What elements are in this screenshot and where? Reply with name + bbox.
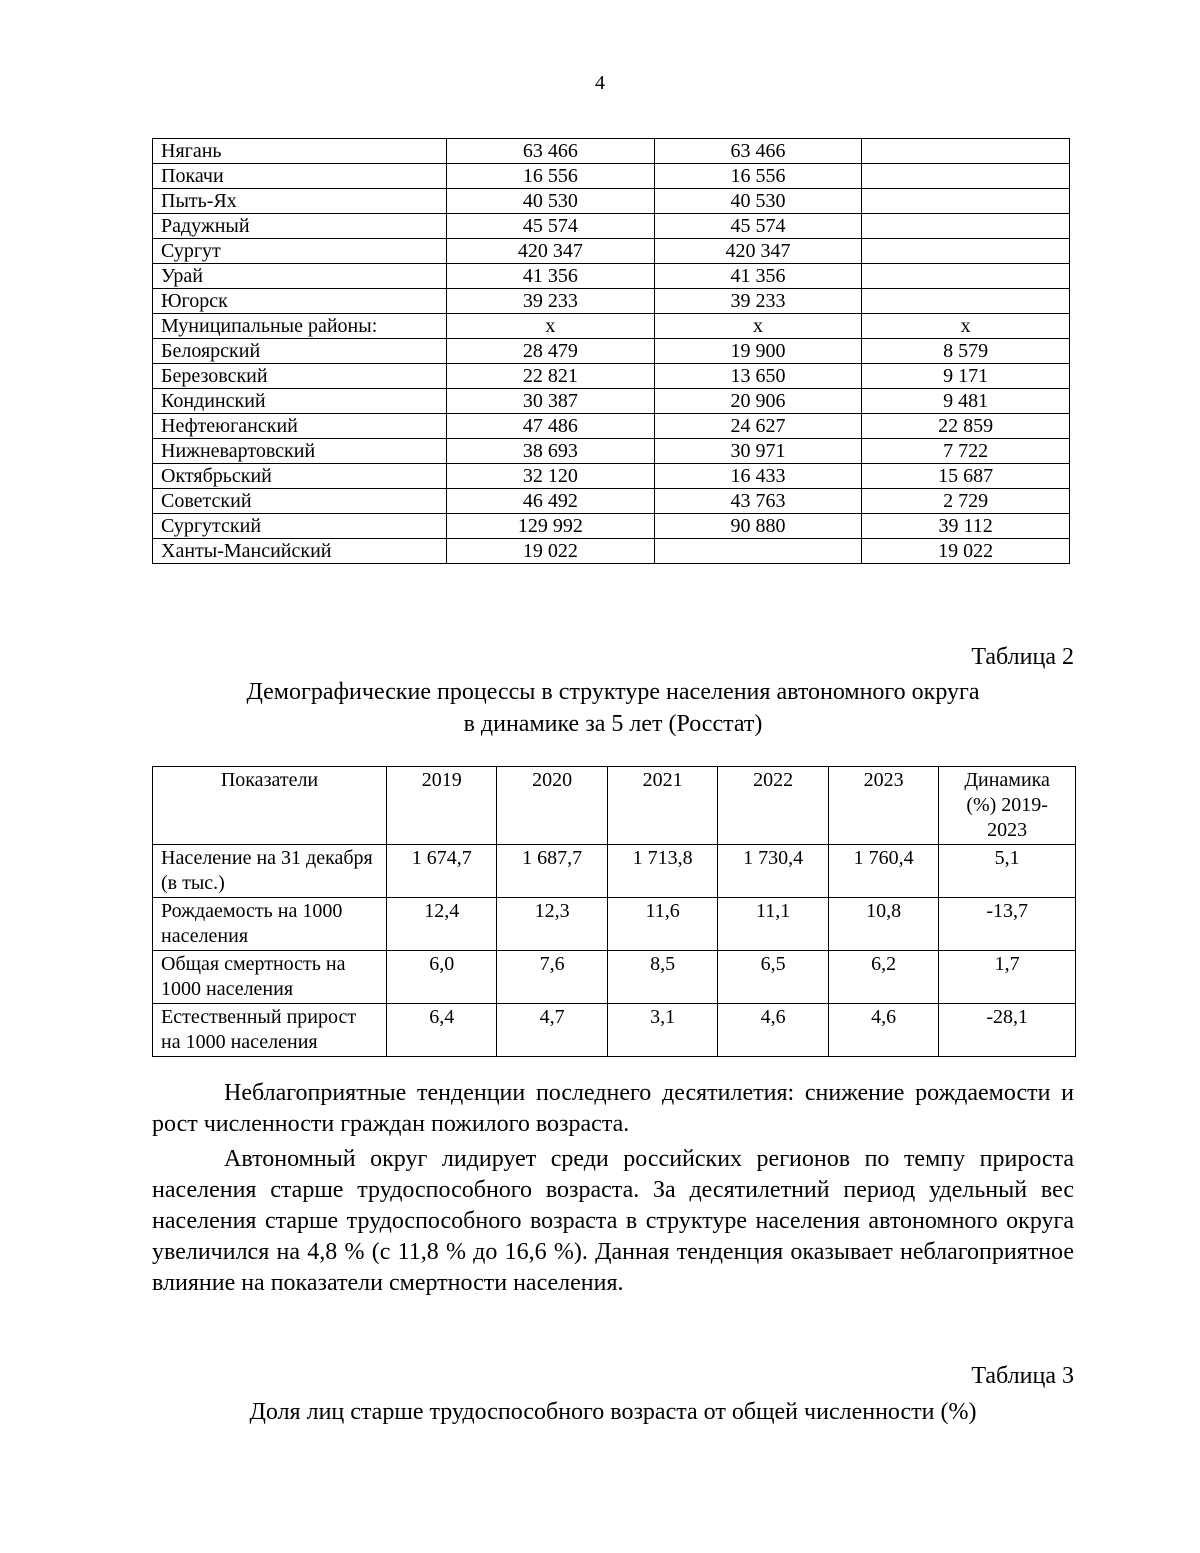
table-row	[153, 845, 1076, 898]
row-name-cell: Кондинский	[153, 389, 447, 414]
table-row	[153, 264, 1070, 289]
value-cell	[862, 264, 1070, 289]
demographic-table	[152, 766, 1076, 1057]
table2-title	[152, 676, 1074, 740]
table2-title-line2: в динамике за 5 лет (Росстат)	[463, 711, 763, 737]
value-cell: 39 233	[654, 289, 862, 314]
value-cell: 1 760,4	[828, 845, 938, 898]
value-cell: х	[446, 314, 654, 339]
header-2022: 2022	[718, 767, 828, 845]
table-row	[153, 314, 1070, 339]
value-cell: 11,6	[607, 898, 717, 951]
indicator-cell: Естественный прирост на 1000 населения	[153, 1004, 387, 1057]
table-row	[153, 489, 1070, 514]
value-cell	[862, 139, 1070, 164]
row-name-cell: Муниципальные районы:	[153, 314, 447, 339]
table-row	[153, 139, 1070, 164]
row-name-cell: Советский	[153, 489, 447, 514]
row-name-cell: Радужный	[153, 214, 447, 239]
indicator-cell: Рождаемость на 1000 населения	[153, 898, 387, 951]
indicator-cell: Население на 31 декабря (в тыс.)	[153, 845, 387, 898]
value-cell: 63 466	[446, 139, 654, 164]
value-cell: 41 356	[654, 264, 862, 289]
value-cell: 9 171	[862, 364, 1070, 389]
table-row	[153, 951, 1076, 1004]
value-cell: 4,7	[497, 1004, 607, 1057]
value-cell: 2 729	[862, 489, 1070, 514]
value-cell: 20 906	[654, 389, 862, 414]
value-cell: 16 556	[446, 164, 654, 189]
value-cell: 1 713,8	[607, 845, 717, 898]
value-cell: 1 687,7	[497, 845, 607, 898]
value-cell: 46 492	[446, 489, 654, 514]
page-number: 4	[595, 72, 605, 94]
table3-title: Доля лиц старше трудоспособного возраста от общей численности (%)	[249, 1399, 977, 1425]
table-row	[153, 189, 1070, 214]
value-cell: 30 387	[446, 389, 654, 414]
value-cell: 19 900	[654, 339, 862, 364]
value-cell: 8 579	[862, 339, 1070, 364]
value-cell: 30 971	[654, 439, 862, 464]
header-dynamics: Динамика (%) 2019-2023	[939, 767, 1076, 845]
header-2020: 2020	[497, 767, 607, 845]
value-cell: 15 687	[862, 464, 1070, 489]
value-cell: 24 627	[654, 414, 862, 439]
value-cell: 4,6	[828, 1004, 938, 1057]
row-name-cell: Белоярский	[153, 339, 447, 364]
header-2023: 2023	[828, 767, 938, 845]
value-cell	[862, 164, 1070, 189]
table-row	[153, 439, 1070, 464]
value-cell: 129 992	[446, 514, 654, 539]
value-cell: 39 233	[446, 289, 654, 314]
value-cell: -28,1	[939, 1004, 1076, 1057]
row-name-cell: Нижневартовский	[153, 439, 447, 464]
value-cell: 6,2	[828, 951, 938, 1004]
value-cell: 40 530	[654, 189, 862, 214]
value-cell: 13 650	[654, 364, 862, 389]
demographic-table-header	[153, 767, 1076, 845]
value-cell: 5,1	[939, 845, 1076, 898]
value-cell: 6,5	[718, 951, 828, 1004]
table-row	[153, 239, 1070, 264]
table2-label: Таблица 2	[971, 644, 1074, 670]
value-cell: 45 574	[446, 214, 654, 239]
value-cell: 19 022	[446, 539, 654, 564]
row-name-cell: Пыть-Ях	[153, 189, 447, 214]
value-cell: 9 481	[862, 389, 1070, 414]
header-indicator: Показатели	[153, 767, 387, 845]
value-cell	[862, 189, 1070, 214]
value-cell: 47 486	[446, 414, 654, 439]
value-cell: 40 530	[446, 189, 654, 214]
table-row	[153, 164, 1070, 189]
indicator-cell: Общая смертность на 1000 населения	[153, 951, 387, 1004]
table-row	[153, 539, 1070, 564]
row-name-cell: Нефтеюганский	[153, 414, 447, 439]
table3-label: Таблица 3	[971, 1363, 1074, 1389]
table-row	[153, 1004, 1076, 1057]
row-name-cell: Октябрьский	[153, 464, 447, 489]
value-cell	[862, 239, 1070, 264]
value-cell: 8,5	[607, 951, 717, 1004]
table-row	[153, 898, 1076, 951]
value-cell: 22 821	[446, 364, 654, 389]
value-cell: 45 574	[654, 214, 862, 239]
table-row	[153, 414, 1070, 439]
value-cell: 28 479	[446, 339, 654, 364]
value-cell: 4,6	[718, 1004, 828, 1057]
value-cell: 3,1	[607, 1004, 717, 1057]
row-name-cell: Ханты-Мансийский	[153, 539, 447, 564]
table-row	[153, 289, 1070, 314]
header-2019: 2019	[386, 767, 496, 845]
value-cell: 1 674,7	[386, 845, 496, 898]
value-cell: 420 347	[446, 239, 654, 264]
table-row	[153, 339, 1070, 364]
value-cell: 39 112	[862, 514, 1070, 539]
value-cell: 12,3	[497, 898, 607, 951]
row-name-cell: Покачи	[153, 164, 447, 189]
value-cell: 16 433	[654, 464, 862, 489]
table-row	[153, 364, 1070, 389]
value-cell: 7 722	[862, 439, 1070, 464]
population-table-continuation	[152, 138, 1070, 564]
value-cell: 16 556	[654, 164, 862, 189]
table-row	[153, 214, 1070, 239]
value-cell: х	[654, 314, 862, 339]
table-row	[153, 389, 1070, 414]
row-name-cell: Сургутский	[153, 514, 447, 539]
header-2021: 2021	[607, 767, 717, 845]
value-cell: 11,1	[718, 898, 828, 951]
row-name-cell: Урай	[153, 264, 447, 289]
value-cell: 7,6	[497, 951, 607, 1004]
value-cell: 6,4	[386, 1004, 496, 1057]
value-cell: 12,4	[386, 898, 496, 951]
value-cell: 63 466	[654, 139, 862, 164]
row-name-cell: Сургут	[153, 239, 447, 264]
value-cell: 10,8	[828, 898, 938, 951]
value-cell: 19 022	[862, 539, 1070, 564]
value-cell: 38 693	[446, 439, 654, 464]
value-cell: 90 880	[654, 514, 862, 539]
row-name-cell: Нягань	[153, 139, 447, 164]
value-cell: х	[862, 314, 1070, 339]
value-cell: 22 859	[862, 414, 1070, 439]
value-cell: 1 730,4	[718, 845, 828, 898]
value-cell: 420 347	[654, 239, 862, 264]
table-row	[153, 514, 1070, 539]
value-cell	[862, 214, 1070, 239]
value-cell: 1,7	[939, 951, 1076, 1004]
table2-title-line1: Демографические процессы в структуре населения автономного округа	[246, 679, 980, 705]
row-name-cell: Березовский	[153, 364, 447, 389]
value-cell	[654, 539, 862, 564]
value-cell: 43 763	[654, 489, 862, 514]
value-cell: 6,0	[386, 951, 496, 1004]
row-name-cell: Югорск	[153, 289, 447, 314]
table-row	[153, 464, 1070, 489]
value-cell: -13,7	[939, 898, 1076, 951]
paragraph-trends: Неблагоприятные тенденции последнего десятилетия: снижение рождаемости и рост численности граждан пожилого возраста.	[152, 1080, 1074, 1137]
value-cell	[862, 289, 1070, 314]
value-cell: 41 356	[446, 264, 654, 289]
value-cell: 32 120	[446, 464, 654, 489]
paragraph-aging: Автономный округ лидирует среди российских регионов по темпу прироста населения старше трудоспособного возраста. За десятилетний период удельный вес населения старше трудоспособного возраста в структуре населения автономного округа увеличился на 4,8 % (с 11,8 % до 16,6 %). Данная тенденция оказывает неблагоприятное влияние на показатели смертности населения.	[152, 1146, 1074, 1296]
